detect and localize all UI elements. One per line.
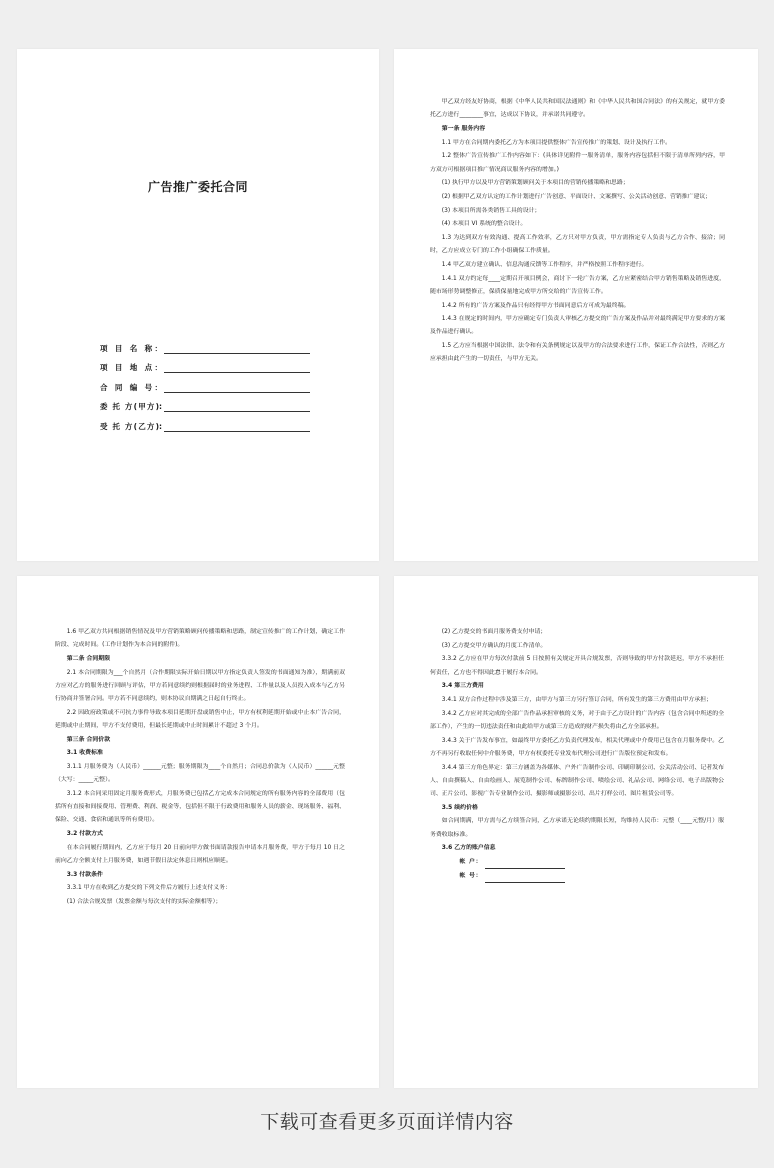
paragraph: (2) 乙方提交的书面月服务费支付申请； xyxy=(441,629,547,635)
paragraph: 3.3.1 甲方在收到乙方提交的下列文件后方履行上述支付义务： xyxy=(66,885,231,892)
paragraph: 3.4.4 第三方角色界定：第三方涵盖为各媒体、户外广告制作公司、印刷印制公司、公关活动公司、记者发布人、自由撰稿人、自由绘画人、展览制作公司、标牌制作公司、喷绘公司、礼品公司、网络公司、电子出版物公司、正片公司、影视广告专业制作公司、摄影师或摄影公司、出片打样公司、图片租赁公司等。 xyxy=(430,764,724,797)
paragraph: 1.2 整体广告宣传推广工作内容如下：(具体详见附件一服务清单，服务内容包括但不限于清单所列内容，甲方双方可根据项目推广情况商议服务内容的增加。) xyxy=(430,153,725,173)
paragraph: 3.4.2 乙方应对其完成的全部广告作品承担审核的义务，对于由于乙方设计的广告内容（包含合同中所述的全部工作），产生的一切违法责任和由此给甲方或第三方造成的财产损失将由乙方全部承担。 xyxy=(430,710,724,730)
paragraph: 3.3.2 乙方应在甲方每次付款前 5 日按照有关规定开具合规发票，否则导致的甲方付款延迟，甲方不承担任何责任，乙方也不得因此怠于履行本合同。 xyxy=(430,656,724,676)
field-blank-line xyxy=(164,382,310,393)
field-blank-line xyxy=(164,362,310,373)
field-label: 委 托 方(甲方): xyxy=(100,402,162,411)
account-field xyxy=(430,856,724,869)
contract-page-2 xyxy=(394,49,758,561)
page-4-body xyxy=(430,626,724,883)
field-blank-line xyxy=(164,401,310,412)
paragraph: 1.3 为达到双方有效沟通、提高工作效率，乙方只对甲方负责，甲方需指定专人负责与乙方合作、接洽；同时，乙方应成立专门的工作小组确保工作质量。 xyxy=(430,235,725,255)
paragraph: 2.1 本合同期限为___个自然月（合作期限实际开始日期以甲方指定负责人签发的书面通知为准），期满前双方应对乙方的服务进行回顾与评估，甲方若同意续约则根据届时的业务进程、工作量以及人员投入成本与乙方另行协商并签署合同。甲方若不同意续约，则本协议自期满之日起自行终止。 xyxy=(55,669,345,703)
paragraph: 如合同期满，甲方需与乙方续签合同，乙方承诺无论续约期限长短，均维持人民币：元整（____元整/月）服务费收取标准。 xyxy=(430,818,724,838)
section-heading: 3.3 付款条件 xyxy=(66,871,103,878)
section-heading: 3.5 续约价格 xyxy=(441,804,478,811)
cover-field-party-b xyxy=(100,412,310,432)
section-heading: 3.4 第三方费用 xyxy=(441,683,484,690)
cover-field-party-a xyxy=(100,393,310,413)
cover-field-project-location xyxy=(100,354,310,374)
section-heading: 第二条 合同期限 xyxy=(66,655,111,662)
cover-field-project-name xyxy=(100,334,310,354)
section-heading: 3.6 乙方的账户信息 xyxy=(441,845,496,852)
paragraph: 1.5 乙方应当根据中国法律、法令和有关条例规定以及甲方的合法要求进行工作，保证工作合法性，否则乙方应承担由此产生的一切责任，与甲方无关。 xyxy=(430,343,725,363)
section-heading: 第三条 合同价款 xyxy=(66,736,111,743)
field-label: 合 同 编 号： xyxy=(100,382,162,392)
paragraph: 1.1 甲方在合同期内委托乙方为本项目提供整体广告宣传推广的策划、设计及执行工作。 xyxy=(441,139,671,146)
field-label: 受 托 方(乙方): xyxy=(100,421,162,431)
paragraph: (3) 本项目所需各类销售工具的设计； xyxy=(441,207,541,214)
footer-download-hint: 下载可查看更多页面详情内容 xyxy=(260,1111,514,1133)
paragraph: 1.4.1 双方约定每____定期召开项目例会，商讨下一轮广告方案，乙方应紧密结合甲方销售策略及销售进度，随市场形势调整修正，保质保量地完成甲方所交给的广告宣传工作。 xyxy=(430,275,725,295)
paragraph: 3.1.1 月服务费为（人民币）______元整；服务期限为____个自然月；合同总价款为（人民币）______元整（大写：_____元整）。 xyxy=(55,764,345,784)
contract-page-3 xyxy=(17,576,379,1088)
paragraph: (1) 执行甲方以及甲方营销策划顾问关于本项目的营销传播策略和思路； xyxy=(441,180,629,187)
paragraph: 1.6 甲乙双方共同根据销售情况及甲方营销策略顾问传播策略和思路，制定宣传推广的工作计划，确定工作阶段、完成时间。(工作计划作为本合同的附件)。 xyxy=(55,629,345,649)
paragraph: 1.4.2 所有的广告方案及作品只有经得甲方书面同意后方可成为最终稿。 xyxy=(441,302,630,309)
field-label: 项 目 名 称： xyxy=(100,343,162,353)
account-field xyxy=(430,870,724,883)
paragraph: 在本合同履行期间内，乙方应于每月 20 日前向甲方做书面请款报告申请本月服务费，甲方于每月 10 日之前向乙方全额支付上月服务费，如遇节假日法定休息日则相应顺延。 xyxy=(55,844,345,864)
cover-fields xyxy=(100,334,310,432)
field-blank-line xyxy=(164,343,310,354)
contract-cover-page xyxy=(17,49,379,561)
paragraph: (3) 乙方提交甲方确认的月度工作清单。 xyxy=(441,642,547,649)
paragraph: 3.1.2 本合同采用固定月服务费形式，月服务费已包括乙方完成本合同规定的所有服务内容的全部费用（包括所有直接和间接费用、管理费、利润、税金等，包括但不限于行政费用和服务人员的薪金、现场服务、福利、保险、交通、食宿和通讯等所有费用）。 xyxy=(55,790,345,824)
account-field-blank-line xyxy=(485,874,565,883)
paragraph: 2.2 因政府政策或不可抗力事件导致本项目延期开盘或销售中止，甲方有权利延期开始或中止本广告合同，延期或中止期间，甲方不支付费用，但最长延期或中止时间累计不超过 3 个月。 xyxy=(55,709,345,729)
section-heading: 3.2 付款方式 xyxy=(66,831,103,838)
paragraph: 1.4 甲乙双方建立确认、信息沟通反馈等工作程序，并严格按照工作程序进行。 xyxy=(441,261,648,268)
page-2-body xyxy=(430,96,725,367)
cover-field-contract-number xyxy=(100,373,310,393)
field-label: 项 目 地 点： xyxy=(100,363,162,372)
paragraph: 甲乙双方经友好协商，根据《中华人民共和国民法通则》和《中华人民共和国合同法》的有关规定，就甲方委托乙方进行________事宜，达成以下协议，并承诺共同遵守。 xyxy=(430,99,725,119)
account-field-blank-line xyxy=(485,860,565,869)
page-3-body xyxy=(55,626,345,910)
section-heading: 第一条 服务内容 xyxy=(441,125,486,132)
account-field-label: 帐 户： xyxy=(459,858,482,865)
contract-title: 广告推广委托合同 xyxy=(147,180,248,194)
paragraph: 3.4.1 双方合作过程中涉及第三方，由甲方与第三方另行签订合同，所有发生的第三方费用由甲方承担； xyxy=(441,697,712,704)
section-heading: 3.1 收费标准 xyxy=(66,750,103,757)
paragraph: 3.4.3 关于广告发布事宜，如最终甲方委托乙方负责代理发布，相关代理或中介费用已包含在月服务费中。乙方不再另行收取任何中介服务费，甲方有权委托专业发布代理公司进行广告版位预定和发布。 xyxy=(430,737,724,757)
paragraph: (1) 合法合规发票（发票金额与每次支付的实际金额相等）； xyxy=(66,899,222,906)
account-field-label: 帐 号： xyxy=(459,872,482,879)
field-blank-line xyxy=(164,421,310,432)
paragraph: (4) 本项目 VI 系统的整合设计。 xyxy=(441,221,527,228)
paragraph: (2) 根据甲乙双方认定的工作计划进行广告创意、平面设计、文案撰写、公关活动创意、营销推广建议； xyxy=(441,193,712,200)
paragraph: 1.4.3 在规定的时间内，甲方应确定专门负责人审核乙方提交的广告方案及作品并对最终满足甲方要求的方案及作品进行确认。 xyxy=(430,316,725,336)
contract-page-4 xyxy=(394,576,758,1088)
